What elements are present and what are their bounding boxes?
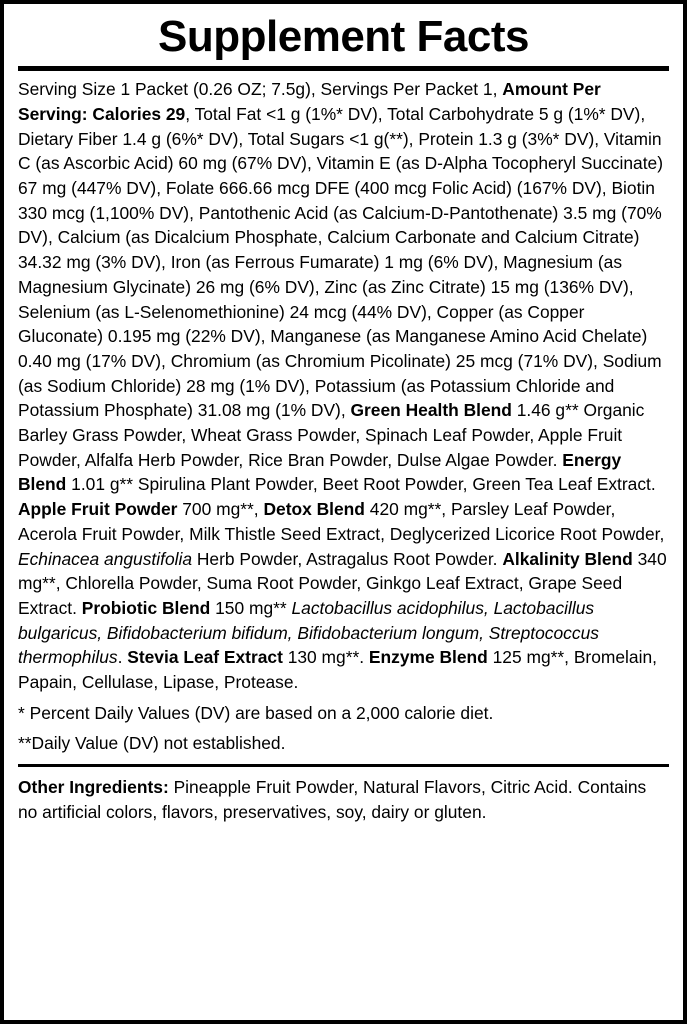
green-health-blend-ingredients: 1.46 g** Organic Barley Grass Powder, Wheat Grass Powder, Spinach Leaf Powder, Apple Fruit Powder, Alfalfa Herb Powder, Rice Bran Powder, Dulse Algae Powder.	[18, 400, 645, 470]
stevia-leaf-extract-amount: 130 mg**.	[282, 647, 369, 668]
amount-per-serving-label: Amount Per Serving: Calories 29	[18, 79, 601, 124]
other-ingredients-text: Pineapple Fruit Powder, Natural Flavors, Citric Acid. Contains no artificial colors, flavors, preservatives, soy, dairy or gluten.	[18, 777, 647, 822]
apple-fruit-powder-amount: 700 mg**,	[177, 499, 264, 520]
green-health-blend-name: Green Health Blend	[350, 400, 512, 421]
other-ingredients-section	[18, 775, 669, 824]
probiotic-blend-name: Probiotic Blend	[81, 597, 211, 618]
serving-size-text: Serving Size 1 Packet (0.26 OZ; 7.5g), Servings Per Packet 1,	[18, 79, 503, 100]
alkalinity-blend-name: Alkalinity Blend	[502, 548, 633, 569]
probiotic-strains-text: Lactobacillus acidophilus, Lactobacillus bulgaricus, Bifidobacterium bifidum, Bifidobacterium longum, Streptococcus thermophilus	[18, 597, 599, 668]
other-ingredients-label: Other Ingredients:	[18, 777, 169, 798]
title-divider	[18, 66, 669, 71]
enzyme-blend-name: Enzyme Blend	[368, 647, 488, 668]
echinacea-italic-text: Echinacea angustifolia	[18, 548, 193, 569]
energy-blend-ingredients: 1.01 g** Spirulina Plant Powder, Beet Root Powder, Green Tea Leaf Extract.	[66, 474, 656, 495]
enzyme-blend-ingredients: 125 mg**, Bromelain, Papain, Cellulase, Lipase, Protease.	[18, 647, 657, 693]
footnote-daily-value: * Percent Daily Values (DV) are based on a 2,000 calorie diet.	[18, 702, 494, 723]
alkalinity-blend-ingredients: 340 mg**, Chlorella Powder, Suma Root Powder, Ginkgo Leaf Extract, Grape Seed Extract.	[18, 548, 667, 618]
other-ingredients-divider	[18, 764, 669, 767]
nutrient-list-text: , Total Fat <1 g (1%* DV), Total Carbohydrate 5 g (1%* DV), Dietary Fiber 1.4 g (6%* DV), Total Sugars <1 g(**), Protein 1.3 g (3%* DV), Vitamin C (as Ascorbic Acid) 60 mg (67% DV), Vitamin E (as D-Alpha Tocopheryl Succinate) 67 mg (447% DV), Folate 666.66 mcg DFE (400 mcg Folic Acid) (167% DV), Biotin 330 mcg (1,100% DV), Pantothenic Acid (as Calcium-D-Pantothenate) 3.5 mg (70% DV), Calcium (as Dicalcium Phosphate, Calcium Carbonate and Calcium Citrate) 34.32 mg (3% DV), Iron (as Ferrous Fumarate) 1 mg (6% DV), Magnesium (as Magnesium Glycinate) 26 mg (6% DV), Zinc (as Zinc Citrate) 15 mg (136% DV), Selenium (as L-Selenomethionine) 24 mcg (44% DV), Copper (as Copper Gluconate) 0.195 mg (22% DV), Manganese (as Manganese Amino Acid Chelate) 0.40 mg (17% DV), Chromium (as Chromium Picolinate) 25 mcg (71% DV), Sodium (as Sodium Chloride) 28 mg (1% DV), Potassium (as Potassium Chloride and Potassium Phosphate) 31.08 mg (1% DV),	[18, 103, 664, 421]
nutrition-body	[18, 77, 669, 695]
energy-blend-name: Energy Blend	[18, 449, 622, 495]
probiotic-blend-amount: 150 mg**	[210, 597, 292, 618]
detox-blend-ingredients: 420 mg**, Parsley Leaf Powder, Acerola Fruit Powder, Milk Thistle Seed Extract, Deglycerized Licorice Root Powder,	[18, 499, 665, 544]
after-strains-text: .	[117, 647, 128, 668]
after-echinacea-text: Herb Powder, Astragalus Root Powder.	[192, 548, 503, 569]
detox-blend-name: Detox Blend	[263, 499, 365, 520]
stevia-leaf-extract-name: Stevia Leaf Extract	[127, 647, 283, 668]
apple-fruit-powder-name: Apple Fruit Powder	[18, 499, 178, 520]
footnote-dv-not-established: **Daily Value (DV) not established.	[18, 733, 286, 754]
page-title: Supplement Facts	[158, 12, 529, 61]
